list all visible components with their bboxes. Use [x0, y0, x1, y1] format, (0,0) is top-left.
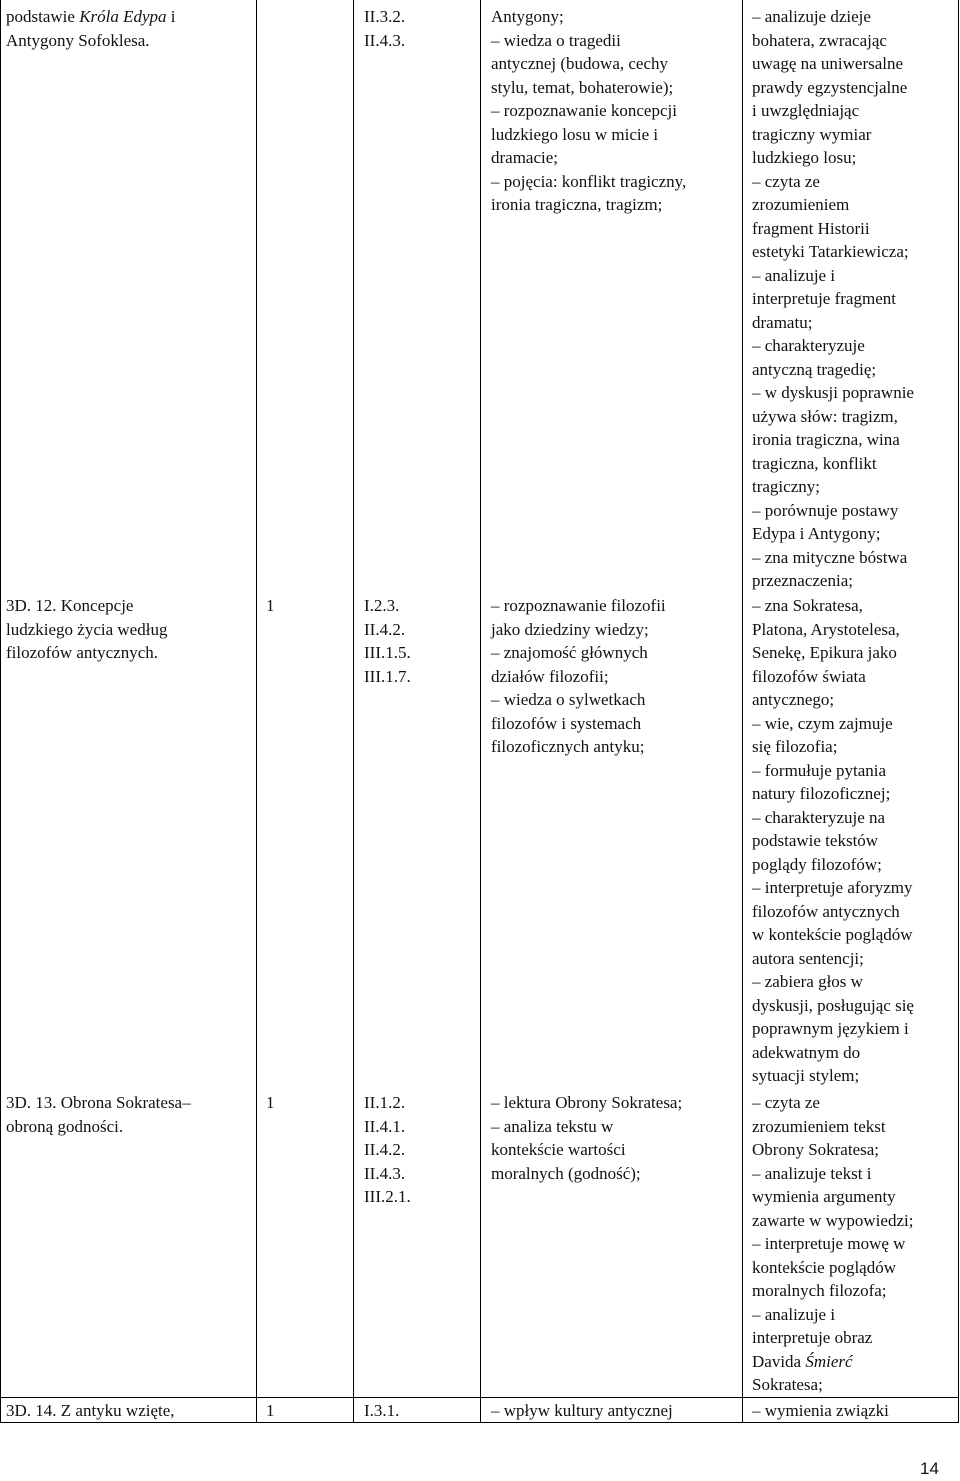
skills-cell	[752, 5, 914, 593]
skill-line: podstawie tekstów	[752, 831, 879, 850]
table-border	[958, 0, 959, 1423]
code-line: I.3.1.	[364, 1401, 400, 1420]
skill-line: interpretuje fragment	[752, 289, 896, 308]
skill-line: ironia tragiczna, wina	[752, 430, 900, 449]
codes-cell	[364, 5, 405, 52]
skill-line: adekwatnym do	[752, 1042, 861, 1062]
skill-line: – analizuje dzieje	[752, 7, 871, 26]
skill-line: ludzkiego losu;	[752, 148, 857, 167]
skill-line: Sokratesa;	[752, 1375, 823, 1394]
content-line: – lektura Obrony Sokratesa;	[491, 1093, 683, 1112]
content-line: ironia tragiczna, tragizm;	[491, 195, 663, 214]
content-cell	[491, 5, 686, 217]
content-line: – rozpoznawanie filozofii	[491, 596, 666, 615]
skills-cell	[752, 594, 914, 1088]
skill-line: poglądy filozofów;	[752, 854, 882, 874]
content-cell	[491, 594, 666, 759]
table-border	[353, 0, 354, 1423]
skill-line: sytuacji stylem;	[752, 1066, 860, 1085]
skill-line: – zabiera głos w	[752, 972, 863, 991]
skill-line: – charakteryzuje na	[752, 807, 886, 827]
content-cell	[491, 1091, 682, 1185]
skill-line: – porównuje postawy	[752, 500, 899, 520]
table-border	[480, 0, 481, 1423]
topic-line: filozofów antycznych.	[6, 643, 158, 662]
skill-line: – czyta ze	[752, 1093, 820, 1112]
skill-line: fragment Historii	[752, 218, 870, 238]
skills-cell	[752, 1399, 889, 1423]
skill-line: tragiczny wymiar	[752, 124, 872, 144]
codes-cell	[364, 1091, 411, 1209]
content-cell	[491, 1399, 673, 1423]
skill-line: – czyta ze	[752, 171, 820, 191]
content-line: – wpływ kultury antycznej	[491, 1401, 673, 1420]
skill-line: natury filozoficznej;	[752, 784, 891, 803]
code-line: II.4.3.	[364, 30, 406, 50]
code-line: II.4.1.	[364, 1116, 406, 1136]
skill-line: – zna mityczne bóstwa	[752, 547, 908, 567]
skills-cell	[752, 1091, 913, 1397]
content-line: – wiedza o tragedii	[491, 30, 621, 50]
content-line: – wiedza o sylwetkach	[491, 690, 646, 709]
content-line: kontekście wartości	[491, 1140, 626, 1159]
content-line: – pojęcia: konflikt tragiczny,	[491, 171, 687, 191]
content-line: działów filozofii;	[491, 666, 609, 686]
skill-line: dramatu;	[752, 312, 813, 332]
skill-line: – interpretuje aforyzmy	[752, 878, 913, 897]
skill-line: uwagę na uniwersalne	[752, 54, 904, 73]
code-line: II.4.2.	[364, 1140, 406, 1159]
skill-line: się filozofia;	[752, 737, 838, 756]
topic-line: podstawie Króla Edypa i	[6, 7, 176, 26]
code-line: II.4.3.	[364, 1163, 406, 1183]
content-line: – analiza tekstu w	[491, 1116, 614, 1136]
skill-line: Edypa i Antygony;	[752, 524, 881, 543]
skill-line: Platona, Arystotelesa,	[752, 619, 900, 639]
skill-line: w kontekście poglądów	[752, 925, 913, 944]
skill-line: bohatera, zwracając	[752, 30, 887, 50]
hours-value: 1	[266, 1401, 275, 1420]
skill-line: – charakteryzuje	[752, 336, 865, 355]
topic-line: Antygony Sofoklesa.	[6, 30, 150, 50]
topic-cell	[6, 1091, 191, 1138]
code-line: III.1.7.	[364, 666, 411, 686]
skill-line: antycznego;	[752, 690, 835, 709]
content-line: moralnych (godność);	[491, 1163, 641, 1183]
topic-line: ludzkiego życia według	[6, 619, 168, 639]
skill-line: – interpretuje mowę w	[752, 1234, 906, 1253]
code-line: II.3.2.	[364, 7, 406, 26]
skill-line: zrozumieniem	[752, 195, 850, 214]
table-border	[742, 0, 743, 1423]
skill-line: Davida Śmierć	[752, 1351, 853, 1371]
skill-line: tragiczny;	[752, 477, 820, 496]
skill-line: – w dyskusji poprawnie	[752, 383, 914, 402]
code-line: II.1.2.	[364, 1093, 406, 1112]
skill-line: używa słów: tragizm,	[752, 406, 898, 426]
skill-line: – analizuje i	[752, 265, 836, 285]
content-line: antycznej (budowa, cechy	[491, 54, 668, 73]
skill-line: – analizuje i	[752, 1304, 836, 1324]
skill-line: interpretuje obraz	[752, 1328, 873, 1347]
skill-line: poprawnym językiem i	[752, 1019, 909, 1038]
content-line: filozoficznych antyku;	[491, 737, 645, 756]
skill-line: antyczną tragedię;	[752, 359, 877, 379]
topic-cell	[6, 594, 167, 665]
codes-cell	[364, 1399, 399, 1423]
code-line: III.2.1.	[364, 1187, 411, 1206]
skill-line: estetyki Tatarkiewicza;	[752, 242, 909, 261]
hours-cell	[266, 594, 275, 618]
topic-line: obroną godności.	[6, 1116, 124, 1136]
hours-cell	[266, 1091, 275, 1115]
skill-line: prawdy egzystencjalne	[752, 77, 908, 97]
skill-line: – formułuje pytania	[752, 760, 887, 780]
skill-line: Senekę, Epikura jako	[752, 643, 897, 662]
skill-line: przeznaczenia;	[752, 571, 853, 590]
code-line: III.1.5.	[364, 643, 411, 662]
hours-cell	[266, 1399, 275, 1423]
topic-cell	[6, 1399, 175, 1423]
skill-line: – wymienia związki	[752, 1401, 889, 1420]
content-line: stylu, temat, bohaterowie);	[491, 77, 674, 97]
content-line: ludzkiego losu w micie i	[491, 124, 659, 144]
skill-line: moralnych filozofa;	[752, 1281, 887, 1300]
content-line: dramacie;	[491, 148, 559, 167]
content-line: filozofów i systemach	[491, 713, 642, 733]
skill-line: filozofów świata	[752, 666, 866, 686]
skill-line: i uwzględniając	[752, 101, 860, 120]
topic-line: 3D. 14. Z antyku wzięte,	[6, 1401, 175, 1420]
skill-line: – wie, czym zajmuje	[752, 713, 893, 733]
page-number: 14	[920, 1459, 939, 1478]
topic-line: 3D. 13. Obrona Sokratesa–	[6, 1093, 191, 1112]
content-line: – znajomość głównych	[491, 643, 648, 662]
skill-line: zrozumieniem tekst	[752, 1116, 886, 1136]
code-line: II.4.2.	[364, 619, 406, 639]
skill-line: – zna Sokratesa,	[752, 596, 863, 615]
skill-line: – analizuje tekst i	[752, 1163, 872, 1183]
skill-line: wymienia argumenty	[752, 1187, 896, 1206]
table-border	[0, 1397, 959, 1398]
skill-line: kontekście poglądów	[752, 1257, 896, 1277]
hours-value: 1	[266, 596, 275, 615]
content-line: – rozpoznawanie koncepcji	[491, 101, 677, 120]
skill-line: zawarte w wypowiedzi;	[752, 1210, 914, 1230]
topic-line: 3D. 12. Koncepcje	[6, 596, 134, 615]
hours-value: 1	[266, 1093, 275, 1112]
content-line: jako dziedziny wiedzy;	[491, 619, 649, 639]
codes-cell	[364, 594, 411, 688]
table-border	[0, 0, 1, 1423]
skill-line: autora sentencji;	[752, 948, 864, 968]
skill-line: Obrony Sokratesa;	[752, 1140, 880, 1159]
content-line: Antygony;	[491, 7, 564, 26]
skill-line: dyskusji, posługując się	[752, 995, 914, 1015]
topic-cell	[6, 5, 176, 52]
skill-line: tragiczna, konflikt	[752, 453, 877, 473]
code-line: I.2.3.	[364, 596, 400, 615]
skill-line: filozofów antycznych	[752, 901, 900, 921]
table-border	[256, 0, 257, 1423]
